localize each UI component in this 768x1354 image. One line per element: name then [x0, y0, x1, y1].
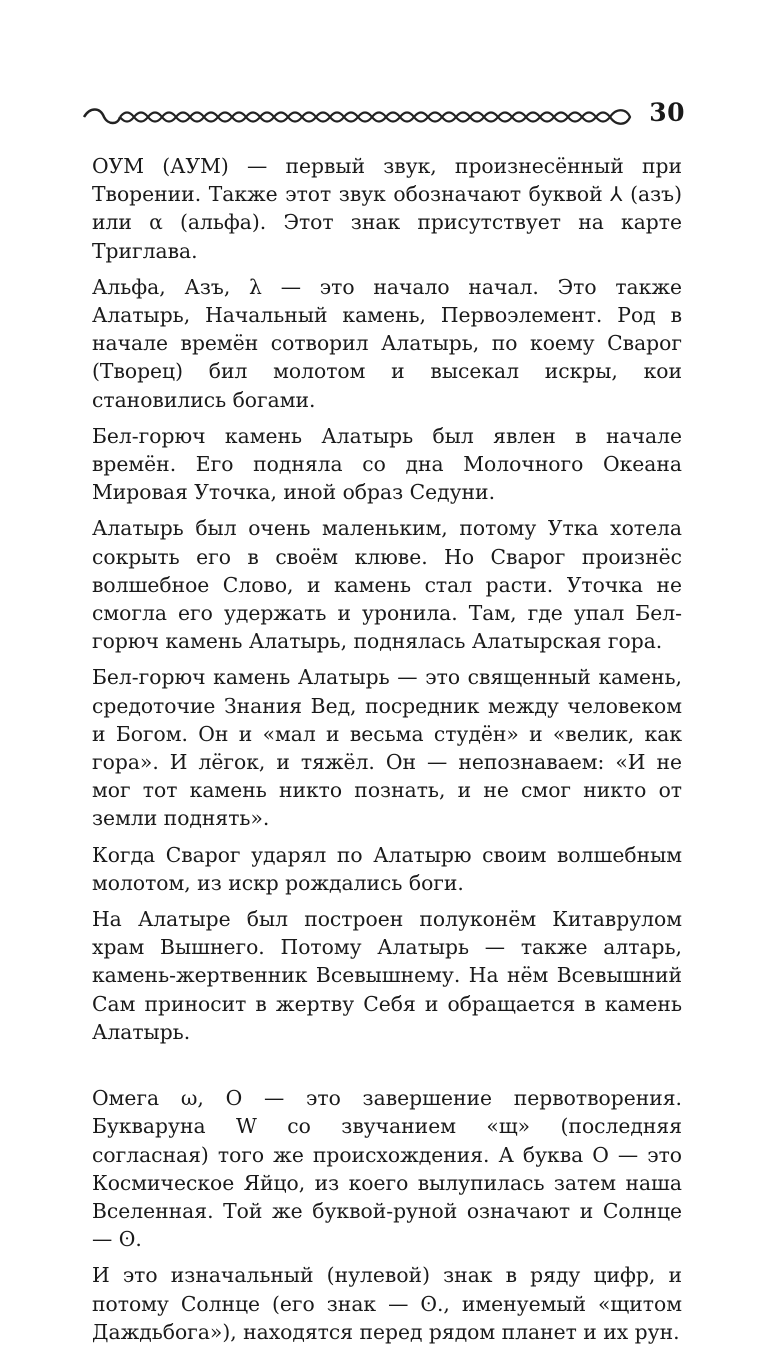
page-number: 30 — [649, 98, 685, 127]
paragraph: Бел-горюч камень Алатырь — это священный камень, средоточие Знания Вед, посредник между человеком и Богом. Он и «мал и весьма студён» и «велик, как гора». И лёгок, и тяжёл. Он — непознаваем: «И не мог тот камень никто познать, и не смог никто от земли поднять». — [92, 665, 682, 831]
paragraph: На Алатыре был построен полуконём Китаврулом храм Вышнего. Потому Алатырь — также алтарь, камень-жертвенник Всевышнему. На нём Всевышний Сам приносит в жертву Себя и обращается в камень Алатырь. — [92, 907, 682, 1044]
paragraph: Бел-горюч камень Алатырь был явлен в начале времён. Его подняла со дна Молочного Океана Мировая Уточка, иной образ Седуни. — [92, 423, 682, 505]
paragraph: Альфа, Азъ, λ — это начало начал. Это также Алатырь, Начальный камень, Первоэлемент. Род в начале времён сотворил Алатырь, по коему Сварог (Творец) бил молотом и высекал искры, кои становились богами. — [92, 274, 682, 412]
paragraph: Алатырь был очень маленьким, потому Утка хотела сокрыть его в своём клюве. Но Сварог произнёс волшебное Слово, и камень стал расти. Уточка не смогла его удержать и уронила. Там, где упал Бел-горюч камень Алатырь, поднялась Алатырская гора. — [92, 516, 682, 654]
ornament-border-icon — [80, 104, 635, 130]
paragraph: И это изначальный (нулевой) знак в ряду цифр, и потому Солнце (его знак — ʘ., именуемый «щитом Даждьбога»), находятся перед рядом планет и их рун. — [92, 1263, 682, 1344]
page-header — [80, 98, 685, 138]
page-body — [92, 152, 682, 1354]
paragraph: ОУМ (АУМ) — первый звук, произнесённый при Творении. Также этот звук обозначают буквой ⅄ (азъ) или α (альфа). Этот знак присутствует на карте Триглава. — [92, 154, 682, 263]
paragraph: Омега ω, О — это завершение первотворения. Буквaруна W со звучанием «щ» (последняя согласная) того же происхождения. А буква О — это Космическое Яйцо, из коего вылупилась затем наша Вселенная. Той же буквой-руной означают и Солнце — ʘ. — [92, 1086, 682, 1252]
paragraph: Когда Сварог ударял по Алатырю своим волшебным молотом, из искр рождались боги. — [92, 842, 682, 895]
